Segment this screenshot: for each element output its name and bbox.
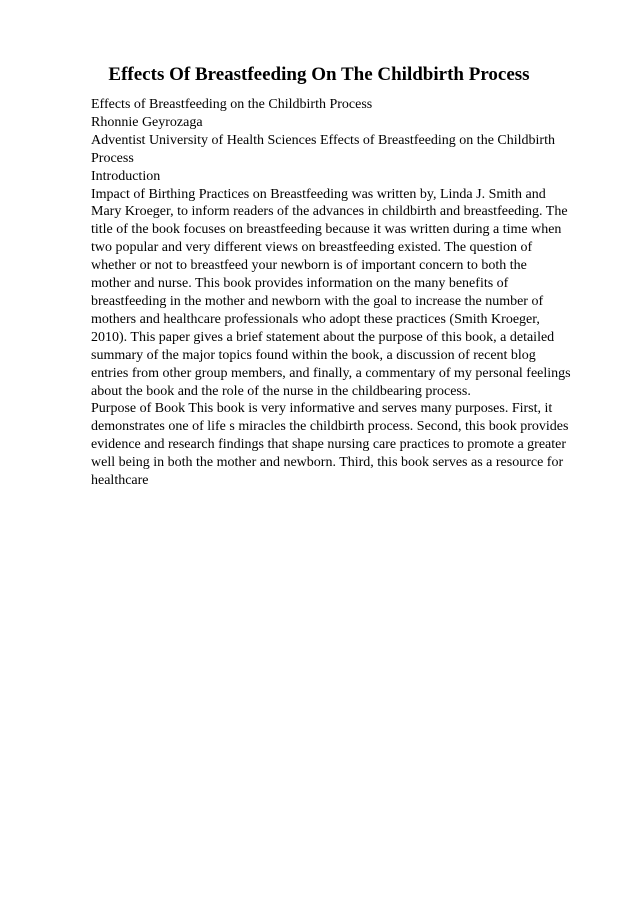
- text-line: Impact of Birthing Practices on Breastfeeding was written by, Linda J. Smith and: [91, 186, 546, 202]
- text-line: Rhonnie Geyrozaga: [91, 114, 203, 130]
- document-body: [91, 96, 591, 490]
- text-line: Adventist University of Health Sciences Effects of Breastfeeding on the Childbirth: [91, 132, 555, 148]
- text-line: Process: [91, 150, 134, 166]
- text-line: breastfeeding in the mother and newborn with the goal to increase the number of: [91, 293, 544, 309]
- text-line: Introduction: [91, 168, 161, 184]
- text-line: two popular and very different views on breastfeeding existed. The question of: [91, 240, 533, 256]
- text-line: mothers and healthcare professionals who adopt these practices (Smith Kroeger,: [91, 311, 540, 327]
- text-line: 2010). This paper gives a brief statement about the purpose of this book, a detailed: [91, 329, 555, 345]
- text-line: evidence and research findings that shape nursing care practices to promote a greater: [91, 437, 567, 453]
- text-line: summary of the major topics found within the book, a discussion of recent blog: [91, 347, 536, 363]
- text-line: mother and nurse. This book provides information on the many benefits of: [91, 276, 509, 292]
- text-line: Mary Kroeger, to inform readers of the advances in childbirth and breastfeeding. The: [91, 204, 568, 220]
- text-line: Purpose of Book This book is very informative and serves many purposes. First, it: [91, 401, 553, 417]
- document-title: Effects Of Breastfeeding On The Childbirth Process: [108, 64, 530, 85]
- text-line: well being in both the mother and newborn. Third, this book serves as a resource for: [91, 455, 564, 471]
- text-line: whether or not to breastfeed your newborn is of important concern to both the: [91, 258, 527, 274]
- text-line: about the book and the role of the nurse in the childbearing process.: [91, 383, 471, 399]
- text-line: title of the book focuses on breastfeeding because it was written during a time when: [91, 222, 562, 238]
- text-line: demonstrates one of life s miracles the childbirth process. Second, this book provides: [91, 419, 569, 435]
- text-line: Effects of Breastfeeding on the Childbirth Process: [91, 97, 373, 112]
- text-line: healthcare: [91, 473, 149, 489]
- text-line: entries from other group members, and finally, a commentary of my personal feelings: [91, 365, 571, 381]
